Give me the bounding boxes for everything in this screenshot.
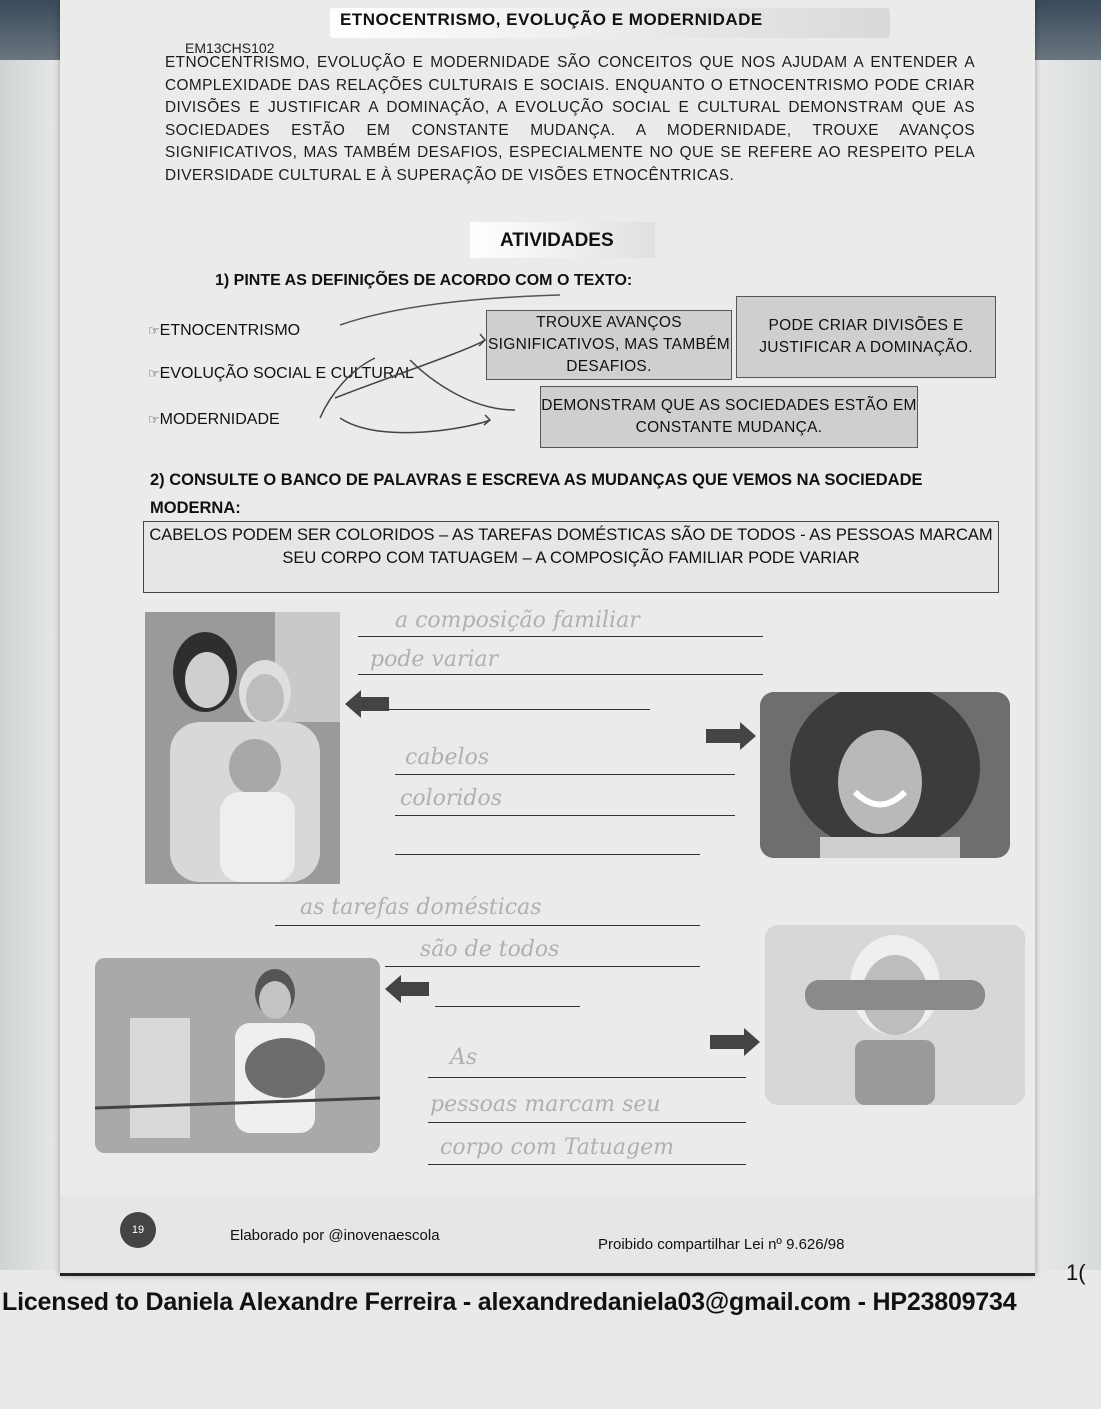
handwritten-answer: são de todos [420, 937, 560, 962]
man-laundry-photo [95, 958, 380, 1153]
activities-heading: ATIVIDADES [500, 230, 614, 251]
page-number: 1( [1066, 1260, 1086, 1285]
definition-etnocentrismo-box[interactable] [736, 296, 996, 378]
footer-law: Proibido compartilhar Lei nº 9.626/98 [598, 1236, 845, 1253]
pointing-hand-icon: ☞ [148, 412, 160, 427]
man-laundry-illustration [95, 958, 380, 1153]
family-photo-illustration [145, 612, 340, 884]
answer-line[interactable] [275, 925, 700, 926]
connector-curve [320, 358, 375, 418]
page-title: ETNOCENTRISMO, EVOLUÇÃO E MODERNIDADE [340, 10, 763, 29]
connector-curve [410, 360, 515, 410]
curriculum-code: EM13CHS102 [185, 40, 275, 56]
handwritten-answer: coloridos [400, 786, 503, 811]
handwritten-answer: cabelos [405, 745, 490, 770]
answer-line[interactable] [395, 815, 735, 816]
footer-bar [60, 1195, 1035, 1276]
tattoo-photo [765, 925, 1025, 1105]
family-photo [145, 612, 340, 884]
license-watermark: Licensed to Daniela Alexandre Ferreira - alexandredaniela03@gmail.com - HP23809734 [2, 1288, 1017, 1316]
tattooed-woman-illustration [765, 925, 1025, 1105]
question-1-prompt: 1) PINTE AS DEFINIÇÕES DE ACORDO COM O TEXTO: [215, 272, 633, 289]
footer-credit: Elaborado por @inovenaescola [230, 1227, 440, 1244]
answer-line[interactable] [395, 774, 735, 775]
handwritten-answer: corpo com Tatuagem [440, 1135, 674, 1160]
woman-curly-hair-illustration [760, 692, 1010, 858]
answer-line[interactable] [388, 709, 650, 710]
background-right [1031, 60, 1101, 1320]
intro-paragraph: ETNOCENTRISMO, EVOLUÇÃO E MODERNIDADE SÃO CONCEITOS QUE NOS AJUDAM A ENTENDER A COMPLEXIDADE DAS RELAÇÕES CULTURAIS E SOCIAIS. ENQUANTO O ETNOCENTRISMO PODE CRIAR DIVISÕES E JUSTIFICAR A DOMINAÇÃO, A EVOLUÇÃO SOCIAL E CULTURAL DEMONSTRAM QUE AS SOCIEDADES ESTÃO EM CONSTANTE MUDANÇA. A MODERNIDADE, TROUXE AVANÇOS SIGNIFICATIVOS, MAS TAMBÉM DESAFIOS, ESPECIALMENTE NO QUE SE REFERE AO RESPEITO PELA DIVERSIDADE CULTURAL E À SUPERAÇÃO DE VISÕES ETNOCÊNTRICAS. [165, 54, 975, 184]
answer-line[interactable] [358, 674, 763, 675]
connector-arrow [335, 334, 485, 398]
answer-line[interactable] [358, 636, 763, 637]
definition-evolucao-box[interactable] [540, 386, 918, 448]
pointing-hand-icon: ☞ [148, 323, 160, 338]
question-2-prompt: 2) CONSULTE O BANCO DE PALAVRAS E ESCREVA AS MUDANÇAS QUE VEMOS NA SOCIEDADE MODERNA: [150, 471, 923, 517]
answer-line[interactable] [428, 1077, 746, 1078]
definition-text: PODE CRIAR DIVISÕES E JUSTIFICAR A DOMINAÇÃO. [759, 317, 973, 356]
word-bank: CABELOS PODEM SER COLORIDOS – AS TAREFAS DOMÉSTICAS SÃO DE TODOS - AS PESSOAS MARCAM SEU CORPO COM TATUAGEM – A COMPOSIÇÃO FAMILIAR PODE VARIAR [143, 521, 999, 593]
handwritten-answer: pessoas marcam seu [430, 1092, 661, 1117]
definition-text: TROUXE AVANÇOS SIGNIFICATIVOS, MAS TAMBÉM DESAFIOS. [487, 314, 731, 375]
handwritten-answer: pode variar [370, 647, 499, 672]
background-left [0, 60, 60, 1360]
hand-drawn-line [340, 294, 560, 325]
left-arrow-icon [385, 975, 435, 1003]
footer-badge: 19 [120, 1212, 156, 1248]
connector-arrow [340, 415, 490, 433]
connector-lines [140, 270, 560, 450]
answer-line[interactable] [435, 1006, 580, 1007]
answer-line[interactable] [428, 1164, 746, 1165]
left-arrow-icon [345, 690, 395, 718]
right-arrow-icon [706, 722, 756, 750]
answer-line[interactable] [428, 1122, 746, 1123]
handwritten-answer: a composição familiar [395, 608, 640, 633]
answer-line[interactable] [385, 966, 700, 967]
term-label: EVOLUÇÃO SOCIAL E CULTURAL [159, 365, 414, 382]
colored-hair-photo [760, 692, 1010, 858]
handwritten-answer: as tarefas domésticas [300, 895, 542, 920]
term-label: MODERNIDADE [159, 411, 280, 428]
handwritten-answer: As [450, 1045, 478, 1070]
right-arrow-icon [710, 1028, 760, 1056]
term-label: ETNOCENTRISMO [159, 322, 301, 339]
pointing-hand-icon: ☞ [148, 366, 160, 381]
answer-line[interactable] [395, 854, 700, 855]
definition-text: DEMONSTRAM QUE AS SOCIEDADES ESTÃO EM CONSTANTE MUDANÇA. [541, 397, 917, 436]
